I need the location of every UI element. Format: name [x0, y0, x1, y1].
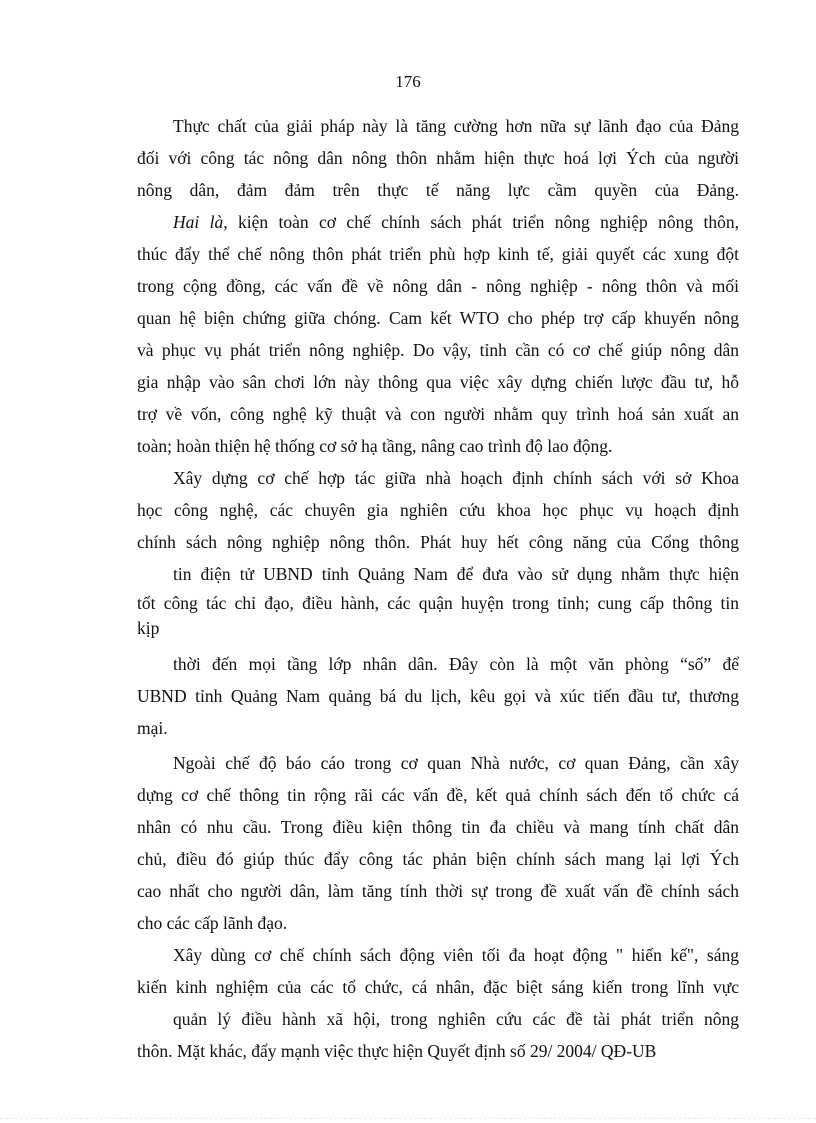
text-line: thôn. Mặt khác, đẩy mạnh việc thực hiện Quyết định số 29/ 2004/ QĐ-UB [137, 1041, 657, 1061]
text-line: Xây dùng cơ chế chính sách động viên tối đa hoạt động " hiến kế", sáng [173, 945, 739, 965]
text-line: trợ về vốn, công nghệ kỹ thuật và con người nhằm quy trình hoá sản xuất an [137, 404, 739, 424]
text-line-rest: kiện toàn cơ chế chính sách phát triển nông nghiệp nông thôn, [238, 212, 740, 232]
text-line: học công nghệ, các chuyên gia nghiên cứu khoa học phục vụ hoạch định [137, 500, 739, 520]
text-line: cao nhất cho người dân, làm tăng tính thời sự trong đề xuất vấn đề chính sách [137, 881, 739, 901]
text-line: tin điện tử UBND tỉnh Quảng Nam để đưa vào sử dụng nhằm thực hiện [173, 564, 739, 584]
page-number: 176 [395, 72, 421, 91]
text-line: quản lý điều hành xã hội, trong nghiên cứu các đề tài phát triển nông [173, 1009, 739, 1029]
italic-lead: Hai là, [173, 212, 228, 232]
text-line: tốt công tác chỉ đạo, điều hành, các quận huyện trong tỉnh; cung cấp thông tin [137, 593, 739, 613]
text-line: nông dân, đảm đảm trên thực tế năng lực cầm quyền của Đảng. [137, 180, 739, 200]
text-line: nhân có nhu cầu. Trong điều kiện thông tin đa chiều và mang tính chất dân [137, 817, 739, 837]
text-line: chính sách nông nghiệp nông thôn. Phát huy hết công năng của Cổng thông [137, 532, 739, 552]
text-line: kịp [137, 618, 160, 638]
text-line: đối với công tác nông dân nông thôn nhằm hiện thực hoá lợi Ých của người [137, 148, 739, 168]
page-bottom-rule [0, 1118, 816, 1119]
text-line: và phục vụ phát triển nông nghiệp. Do vậy, tỉnh cần có cơ chế giúp nông dân [137, 340, 739, 360]
text-line: dựng cơ chế thông tin rộng rãi các vấn đề, kết quả chính sách đến tổ chức cá [137, 785, 739, 805]
text-line: trong cộng đồng, các vấn đề về nông dân - nông nghiệp - nông thôn và mối [137, 276, 739, 296]
text-line: cho các cấp lãnh đạo. [137, 913, 288, 933]
text-line: kiến kinh nghiệm của các tổ chức, cá nhân, đặc biệt sáng kiến trong lĩnh vực [137, 977, 739, 997]
text-line: quan hệ biện chứng giữa chóng. Cam kết WTO cho phép trợ cấp khuyến nông [137, 308, 739, 328]
text-line: Xây dựng cơ chế hợp tác giữa nhà hoạch định chính sách với sở Khoa [173, 468, 739, 488]
text-line [173, 211, 739, 233]
text-line: gia nhập vào sân chơi lớn này thông qua việc xây dựng chiến lược đầu tư, hỗ [137, 372, 739, 392]
text-line: toàn; hoàn thiện hệ thống cơ sở hạ tầng, nâng cao trình độ lao động. [137, 436, 613, 456]
text-line: Ngoài chế độ báo cáo trong cơ quan Nhà nước, cơ quan Đảng, cần xây [173, 753, 739, 773]
text-line: thúc đẩy thể chế nông thôn phát triển phù hợp kinh tế, giải quyết các xung đột [137, 244, 739, 264]
text-line: mại. [137, 718, 168, 738]
text-line: Thực chất của giải pháp này là tăng cường hơn nữa sự lãnh đạo của Đảng [173, 116, 739, 136]
text-line: chủ, điều đó giúp thúc đẩy công tác phản biện chính sách mang lại lợi Ých [137, 849, 739, 869]
text-line: thời đến mọi tầng lớp nhân dân. Đây còn là một văn phòng “số” để [173, 654, 739, 674]
text-line: UBND tỉnh Quảng Nam quảng bá du lịch, kêu gọi và xúc tiến đầu tư, thương [137, 686, 739, 706]
